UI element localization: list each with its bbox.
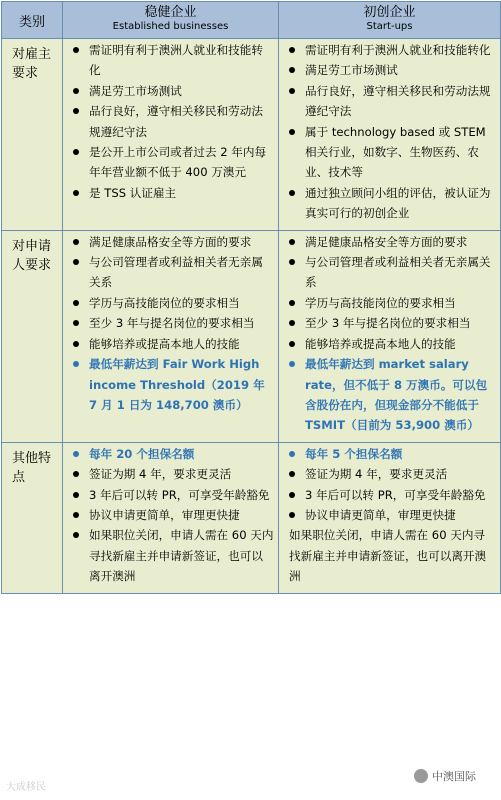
list-item: 每年 5 个担保名额	[289, 444, 496, 464]
list-item: 品行良好，遵守相关移民和劳动法规遵纪守法	[289, 81, 496, 122]
watermark-right-text: 中澳国际	[432, 770, 476, 783]
established-list	[63, 39, 278, 209]
established-cell	[63, 442, 279, 593]
startup-list	[279, 39, 500, 230]
list-item: 学历与高技能岗位的要求相当	[289, 293, 496, 313]
list-item: 通过独立顾问小组的评估，被认证为真实可行的初创企业	[289, 183, 496, 224]
list-item: 是公开上市公司或者过去 2 年内每年年营业额不低于 400 万澳元	[73, 142, 274, 183]
wechat-logo-icon	[414, 769, 428, 783]
section-row	[2, 39, 501, 231]
established-list	[63, 231, 278, 422]
startup-list	[279, 443, 500, 593]
list-item: 需证明有利于澳洲人就业和技能转化	[289, 40, 496, 60]
list-item: 协议申请更简单，审理更快捷	[73, 505, 274, 525]
list-item: 与公司管理者或利益相关者无亲属关系	[73, 252, 274, 293]
section-row	[2, 442, 501, 593]
established-cell	[63, 230, 279, 442]
header-startup-zh: 初创企业	[363, 5, 416, 20]
list-item: 与公司管理者或利益相关者无亲属关系	[289, 252, 496, 293]
startup-cell	[279, 39, 501, 231]
header-startup-en: Start-ups	[366, 21, 413, 32]
section-label: 对雇主要求	[2, 39, 63, 231]
header-established-en: Established businesses	[112, 21, 229, 32]
list-item: 至少 3 年与提名岗位的要求相当	[73, 313, 274, 333]
list-item: 如果职位关闭，申请人需在 60 天内寻找新雇主并申请新签证，也可以离开澳洲	[73, 525, 274, 586]
list-item: 满足劳工市场测试	[289, 60, 496, 80]
startup-cell	[279, 442, 501, 593]
section-label: 对申请人要求	[2, 230, 63, 442]
established-cell	[63, 39, 279, 231]
section-row	[2, 230, 501, 442]
list-item: 能够培养或提高本地人的技能	[289, 334, 496, 354]
header-established	[63, 2, 279, 39]
list-item: 属于 technology based 或 STEM 相关行业，如数字、生物医药、农业、技术等	[289, 122, 496, 183]
list-item: 协议申请更简单，审理更快捷	[289, 505, 496, 525]
list-item: 能够培养或提高本地人的技能	[73, 334, 274, 354]
list-item: 满足健康品格安全等方面的要求	[73, 232, 274, 252]
watermark-left: 大成移民	[6, 782, 46, 793]
startup-list	[279, 231, 500, 442]
list-item: 签证为期 4 年，要求更灵活	[289, 464, 496, 484]
section-label: 其他特点	[2, 442, 63, 593]
list-item: 需证明有利于澳洲人就业和技能转化	[73, 40, 274, 81]
list-item: 满足劳工市场测试	[73, 81, 274, 101]
list-item: 最低年薪达到 Fair Work High income Threshold（2019 年 7 月 1 日为 148,700 澳币）	[73, 354, 274, 415]
list-item: 品行良好，遵守相关移民和劳动法规遵纪守法	[73, 101, 274, 142]
watermark-right	[414, 768, 476, 784]
list-item: 每年 20 个担保名额	[73, 444, 274, 464]
list-item: 满足健康品格安全等方面的要求	[289, 232, 496, 252]
header-row	[2, 2, 501, 39]
list-item: 至少 3 年与提名岗位的要求相当	[289, 313, 496, 333]
list-item: 学历与高技能岗位的要求相当	[73, 293, 274, 313]
list-item: 是 TSS 认证雇主	[73, 183, 274, 203]
header-startup	[279, 2, 501, 39]
startup-cell	[279, 230, 501, 442]
header-established-zh: 稳健企业	[144, 5, 197, 20]
list-item: 签证为期 4 年，要求更灵活	[73, 464, 274, 484]
list-item: 3 年后可以转 PR，可享受年龄豁免	[73, 485, 274, 505]
list-item: 3 年后可以转 PR，可享受年龄豁免	[289, 485, 496, 505]
established-list	[63, 443, 278, 593]
list-item: 最低年薪达到 market salary rate，但不低于 8 万澳币。可以包含股份在内，但现金部分不能低于 TSMIT（目前为 53,900 澳币）	[289, 354, 496, 436]
header-category: 类别	[2, 2, 63, 39]
comparison-table	[1, 1, 501, 594]
list-item: 如果职位关闭，申请人需在 60 天内寻找新雇主并申请新签证，也可以离开澳洲	[289, 528, 487, 584]
